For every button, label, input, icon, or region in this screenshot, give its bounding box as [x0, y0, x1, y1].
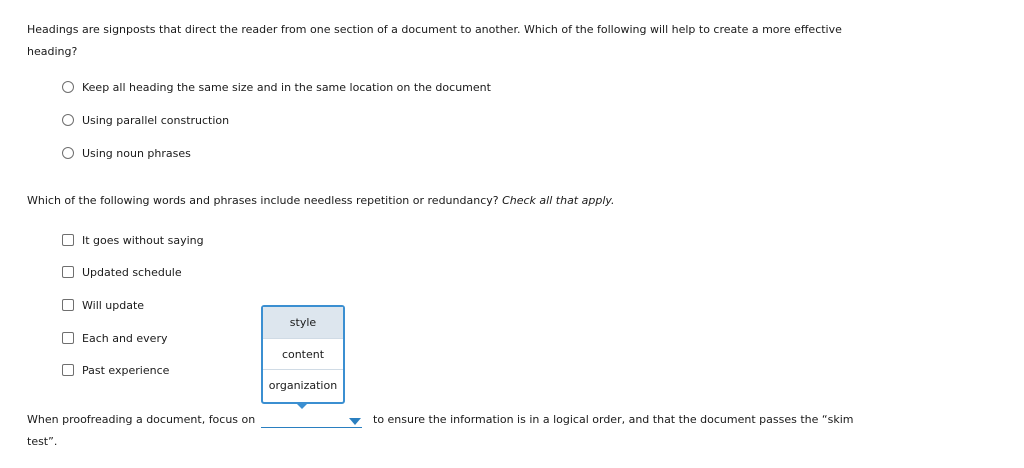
radio-button[interactable] — [62, 81, 74, 93]
q2-option-5-label[interactable]: Past experience — [82, 363, 170, 377]
radio-button[interactable] — [62, 147, 74, 159]
radio-button[interactable] — [62, 114, 74, 126]
q1-option-1-label[interactable]: Keep all heading the same size and in the same location on the document — [82, 80, 491, 94]
question-2-instruction: Check all that apply. — [502, 194, 615, 207]
checkbox[interactable] — [62, 299, 74, 311]
checkbox[interactable] — [62, 364, 74, 376]
q2-option-1-label[interactable]: It goes without saying — [82, 233, 204, 247]
q2-option-4-label[interactable]: Each and every — [82, 331, 168, 345]
question-1-text: Headings are signposts that direct the reader from one section of a document to another. Which of the following will help to create a more effective heading? — [27, 23, 842, 58]
dropdown-option-content[interactable]: content — [263, 338, 343, 369]
caret-down-icon[interactable] — [349, 418, 361, 425]
dropdown-option-style[interactable]: style — [263, 307, 343, 338]
q2-option-1[interactable] — [62, 232, 204, 248]
checkbox[interactable] — [62, 332, 74, 344]
answer-select[interactable] — [261, 427, 362, 428]
q2-option-3-label[interactable]: Will update — [82, 298, 145, 312]
question-3-text-after-cont: test”. — [27, 435, 58, 448]
question-3-text-after: to ensure the information is in a logical order, and that the document passes the “skim — [373, 413, 854, 426]
q2-option-2-label[interactable]: Updated schedule — [82, 265, 182, 279]
q1-option-2-label[interactable]: Using parallel construction — [82, 113, 230, 127]
question-2-prompt: Which of the following words and phrases include needless repetition or redundancy? — [27, 194, 499, 207]
q2-option-3[interactable] — [62, 297, 144, 313]
q1-option-1[interactable] — [62, 79, 491, 95]
q1-option-3-label[interactable]: Using noun phrases — [82, 146, 191, 160]
checkbox[interactable] — [62, 266, 74, 278]
dropdown-option-organization[interactable]: organization — [263, 369, 343, 400]
q2-option-2[interactable] — [62, 264, 182, 280]
question-3-text-before: When proofreading a document, focus on — [27, 413, 256, 426]
q1-option-3[interactable] — [62, 145, 191, 161]
q2-option-4[interactable] — [62, 330, 167, 346]
question-2-text — [27, 194, 615, 207]
dropdown-menu — [261, 305, 345, 404]
q1-option-2[interactable] — [62, 112, 229, 128]
dropdown-pointer-icon — [295, 402, 309, 409]
checkbox[interactable] — [62, 234, 74, 246]
q2-option-5[interactable] — [62, 362, 169, 378]
